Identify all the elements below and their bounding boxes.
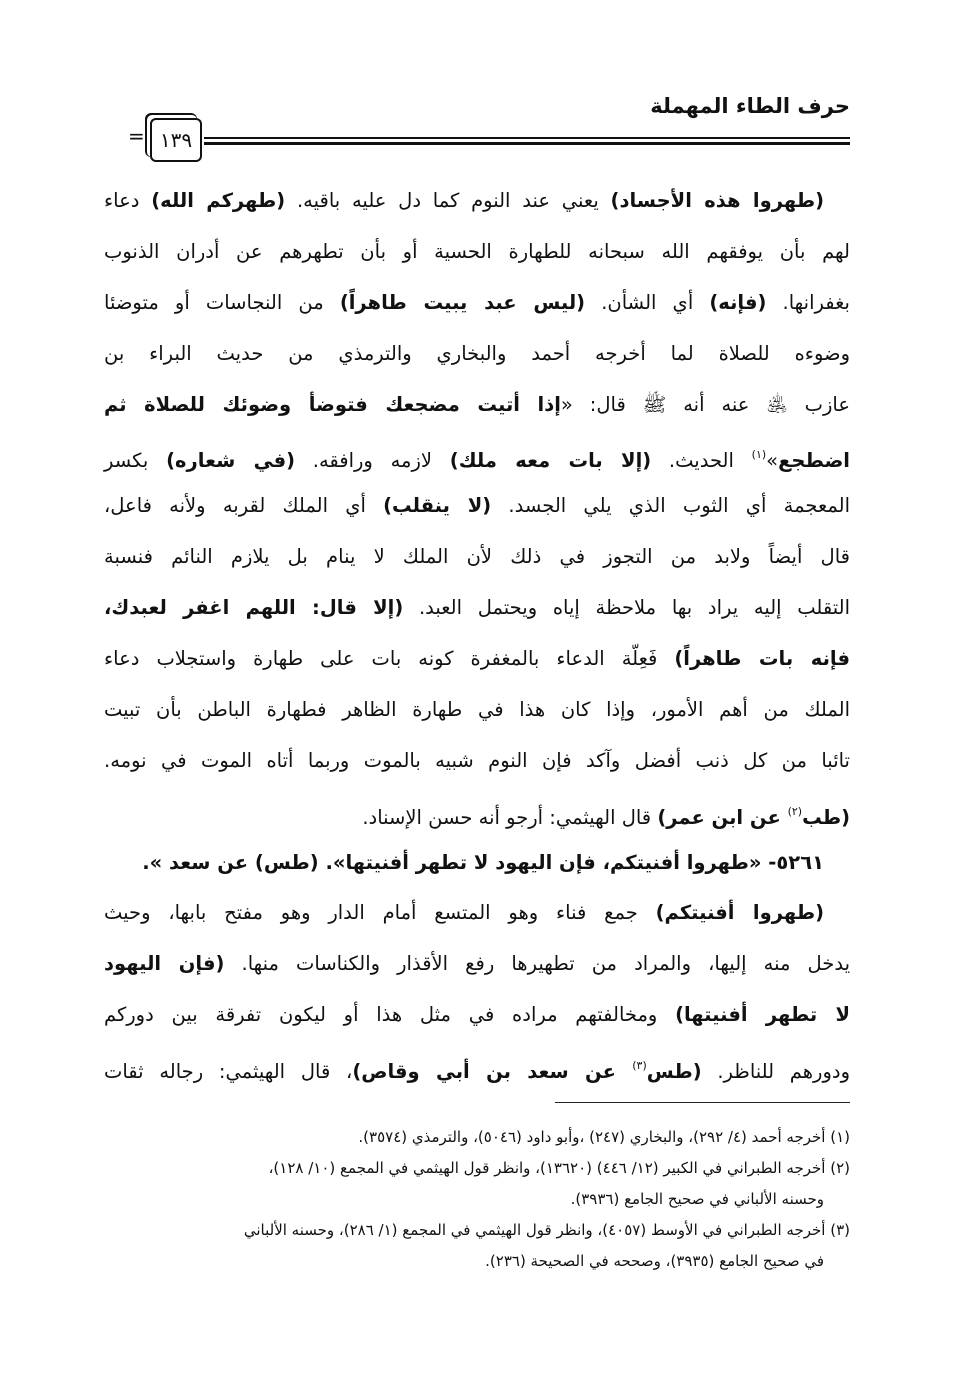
text-line [104, 386, 850, 437]
footnote: (١) أخرجه أحمد (٤/ ٢٩٢)، والبخاري (٢٤٧) ،وأبو داود (٥٠٤٦)، والترمذي (٣٥٧٤). [358, 1128, 850, 1146]
footnote-reference: (٢) [787, 804, 803, 818]
footnotes [104, 1122, 850, 1277]
text-line [104, 589, 850, 640]
text-line [104, 436, 850, 487]
text-line [104, 538, 850, 589]
text: يعني عند النوم كما دل عليه باقيه. [285, 189, 611, 212]
text: الملك من أهم الأمور، وإذا كان هذا في طهارة الظاهر فطهارة الباطن بأن تبيت [104, 697, 850, 721]
running-header-title: حرف الطاء المهملة [650, 94, 850, 118]
text: التقلب إليه يراد بها ملاحظة إياه ويحتمل العبد. [403, 596, 850, 620]
footnote: (٢) أخرجه الطبراني في الكبير (١٢/ ٤٤٦) (١٣٦٢٠)، وانظر قول الهيثمي في المجمع (١٠/ ١٢٨)، [268, 1159, 850, 1177]
bold-text: (طهركم الله) [151, 189, 286, 212]
bold-text: (ليس عبد يبيت طاهراً) [339, 290, 586, 314]
text: ، قال الهيثمي: رجاله ثقات [104, 1060, 353, 1084]
body-text [104, 182, 850, 1098]
bold-text: (طهروا هذه الأجساد) [610, 189, 824, 212]
bold-text: (طهروا أفنيتكم) [655, 901, 824, 925]
text-line [104, 742, 850, 793]
text-line [104, 233, 850, 284]
text: أي الملك لقربه ولأنه فاعل، [104, 494, 384, 518]
text-line [104, 487, 850, 538]
footnote: وحسنه الألباني في صحيح الجامع (٣٩٣٦). [570, 1190, 824, 1208]
text-line [104, 996, 850, 1047]
text: عازب ﵁ عنه أنه ﷺ قال: « [560, 392, 850, 416]
text-line [104, 945, 850, 996]
bold-text: (في شعاره) [166, 449, 296, 473]
bold-text: (إلا بات معه ملك) [449, 449, 652, 473]
text: بكسر [104, 449, 167, 473]
text-line [104, 894, 850, 945]
header-ornament: = [128, 124, 145, 148]
bold-text: (إلا قال: اللهم اغفر لعبدك، [104, 596, 404, 620]
text-line [104, 793, 850, 844]
text: قال الهيثمي: أرجو أنه حسن الإسناد. [362, 805, 658, 829]
bold-text: (فإن اليهود [104, 952, 225, 976]
bold-text: ٥٢٦١- «طهروا أفنيتكم، فإن اليهود لا تطهر أفنيتها». (طس) عن سعد ». [142, 850, 824, 874]
bold-text: فإنه بات طاهراً) [674, 647, 850, 671]
bold-text: عن سعد بن أبي وقاص) [352, 1060, 633, 1084]
text: ودورهم للناظر. [701, 1060, 850, 1084]
text: » [766, 449, 779, 473]
text-line [104, 284, 850, 335]
header-double-rule [204, 137, 850, 145]
text-line [104, 335, 850, 386]
text: دعاء [104, 189, 152, 212]
text: بغفرانها. [766, 290, 850, 314]
text: وضوءه للصلاة لما أخرجه أحمد والبخاري والترمذي من حديث البراء بن [104, 341, 850, 365]
text: يدخل منه إليها، والمراد من تطهيرها رفع الأقذار والكناسات منها. [224, 952, 850, 976]
bold-text: (لا ينقلب) [383, 494, 492, 518]
text: قال أيضاً ولابد من التجوز في ذلك لأن الملك لا ينام بل يلازم النائم فنسبة [104, 545, 850, 569]
bold-text: (فإنه) [709, 290, 767, 314]
text-line [104, 182, 850, 233]
text: تائبا من كل ذنب أفضل وآكد فإن النوم شبيه بالموت وربما أتاه الموت في نومه. [104, 748, 850, 772]
text: جمع فناء وهو المتسع أمام الدار وهو مفتح بابها، وحيث [104, 901, 656, 925]
bold-text: اضطجع [778, 449, 850, 473]
footnote-separator [555, 1102, 850, 1103]
footnote-reference: (١) [751, 448, 767, 462]
text: الحديث. [651, 449, 752, 473]
text-line [104, 691, 850, 742]
text-line [104, 640, 850, 691]
bold-text: لا تطهر أفنيتها) [675, 1003, 851, 1027]
text: ومخالفتهم مراده في مثل هذا أو ليكون تفرقة بين دوركم [104, 1003, 676, 1027]
bold-text: (طس [646, 1060, 702, 1084]
bold-text: (طب [802, 805, 850, 829]
footnote: في صحيح الجامع (٣٩٣٥)، وصححه في الصحيحة (٢٣٦). [485, 1252, 824, 1270]
text-line [104, 1047, 850, 1098]
footnote-reference: (٣) [632, 1059, 647, 1073]
text: المعجمة أي الثوب الذي يلي الجسد. [491, 494, 850, 518]
footnote: (٣) أخرجه الطبراني في الأوسط (٤٠٥٧)، وانظر قول الهيثمي في المجمع (١/ ٢٨٦)، وحسنه الألباني [243, 1221, 850, 1239]
text: لهم بأن يوفقهم الله سبحانه للطهارة الحسية أو بأن تطهرهم عن أدران الذنوب [104, 239, 850, 263]
text: أي الشأن. [585, 290, 710, 314]
text: لازمه ورافقه. [295, 449, 450, 473]
page-number-box: ١٣٩ [150, 118, 202, 162]
bold-text: عن ابن عمر) [657, 805, 788, 829]
text: من النجاسات أو متوضئا [104, 290, 340, 314]
text: فَعِلّة الدعاء بالمغفرة كونه بات على طهارة واستجلاب دعاء [104, 647, 675, 671]
bold-text: إذا أتيت مضجعك فتوضأ وضوئك للصلاة ثم [104, 392, 561, 416]
text-line [104, 844, 850, 895]
